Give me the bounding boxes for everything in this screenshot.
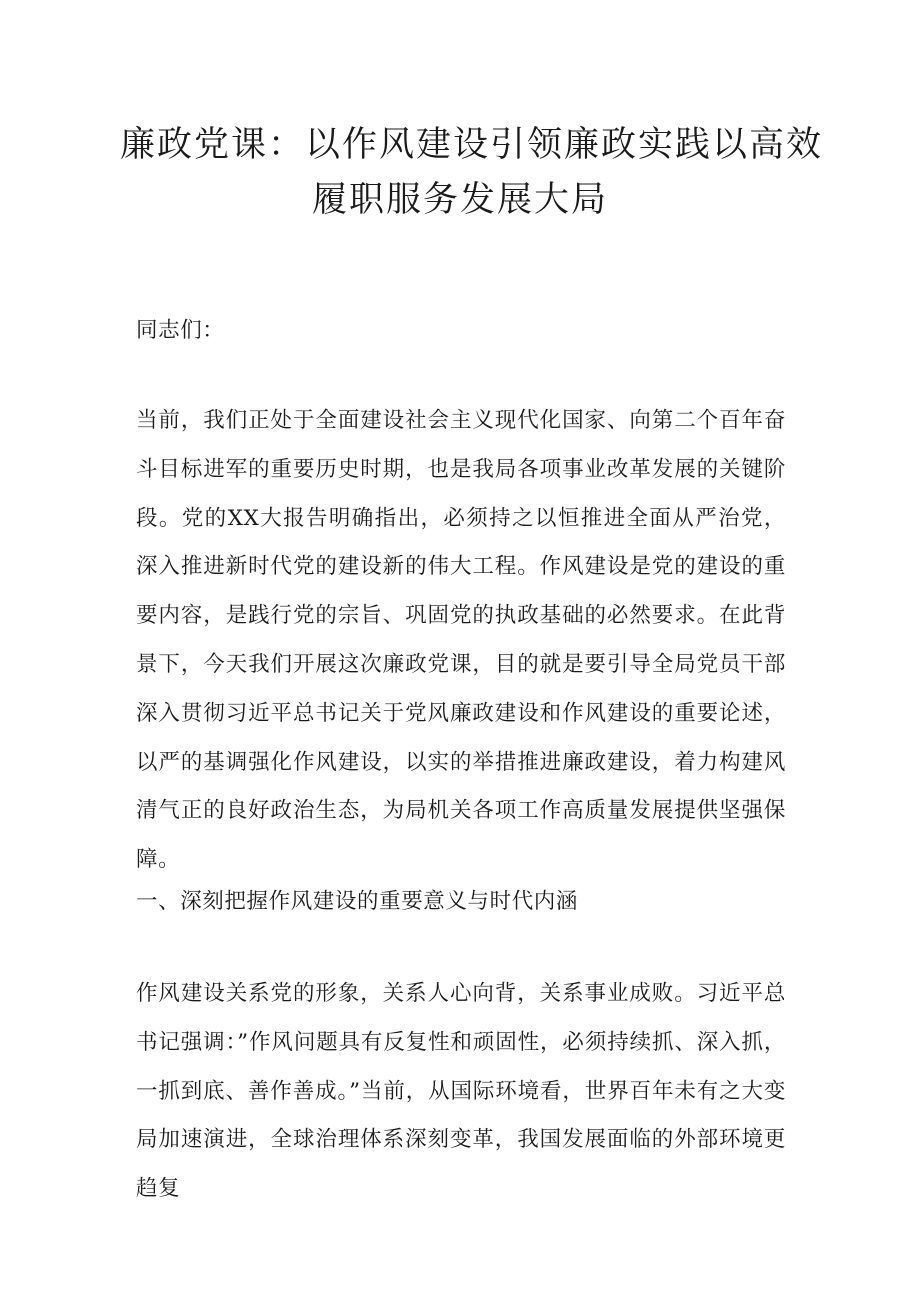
document-title [120,118,824,228]
paragraph-intro: 当前，我们正处于全面建设社会主义现代化国家、向第二个百年奋斗目标进军的重要历史时期，也是我局各项事业改革发展的关键阶段。党的XX大报告明确指出，必须持之以恒推进全面从严治党，深入推进新时代党的建设新的伟大工程。作风建设是党的建设的重要内容，是践行党的宗旨、巩固党的执政基础的必然要求。在此背景下，今天我们开展这次廉政党课，目的就是要引导全局党员干部深入贯彻习近平总书记关于党风廉政建设和作风建设的重要论述，以严的基调强化作风建设，以实的举措推进廉政建设，着力构建风清气正的良好政治生态，为局机关各项工作高质量发展提供坚强保障。 [136,408,786,873]
title-line-2: 履职服务发展大局 [311,180,608,220]
title-line-1: 廉政党课：以作风建设引领廉政实践以高效 [120,125,824,165]
greeting: 同志们： [136,318,225,343]
paragraph-section-1: 作风建设关系党的形象，关系人心向背，关系事业成败。习近平总书记强调：”作风问题具有反复性和顽固性，必须持续抓、深入抓，一抓到底、善作善成。”当前，从国际环境看，世界百年未有之大变局加速演进，全球治理体系深刻变革，我国发展面临的外部环境更趋复 [136,981,786,1202]
section-heading-1: 一、深刻把握作风建设的重要意义与时代内涵 [136,889,579,914]
